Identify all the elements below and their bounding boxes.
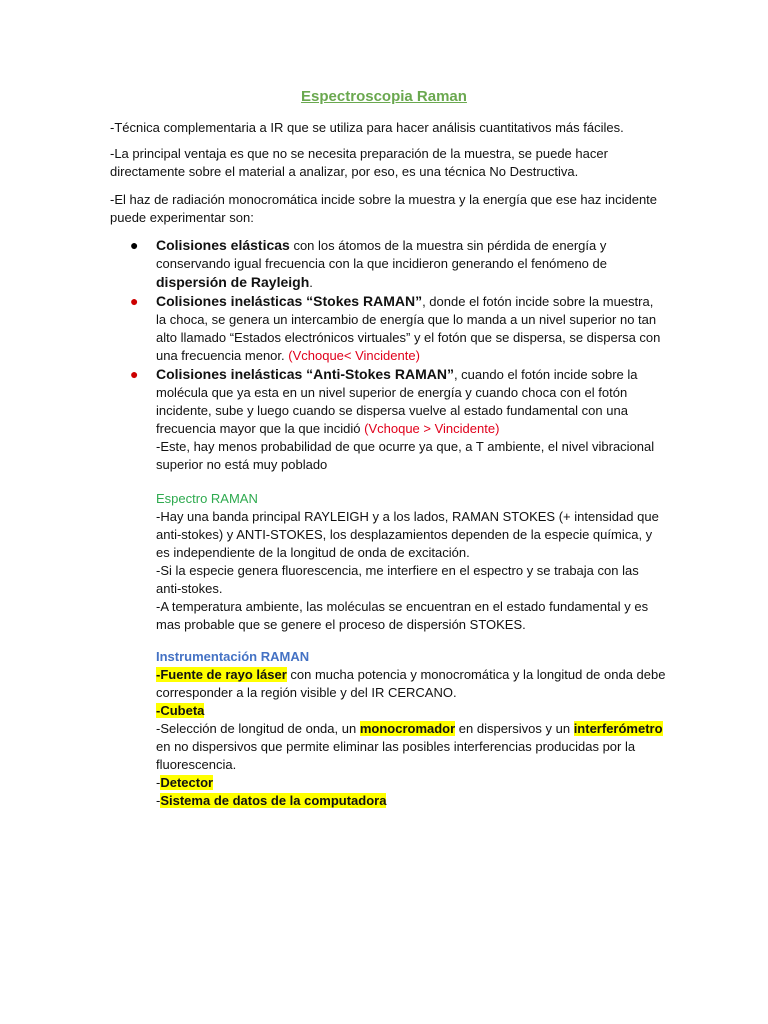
bullet-text: con los átomos de la muestra sin pérdida de energía y conservando igual frecuencia con la que incidieron generando el fenómeno de — [156, 238, 607, 271]
sistema-line — [156, 792, 666, 810]
intro-paragraph-1: -Técnica complementaria a IR que se utiliza para hacer análisis cuantitativos más fáciles. — [110, 120, 624, 135]
fuente-highlight: -Fuente de rayo láser — [156, 667, 287, 682]
bullet-red-note: (Vchoque > Vincidente) — [364, 421, 500, 436]
bullet-bold: Colisiones elásticas — [156, 237, 290, 253]
list-item — [110, 365, 662, 474]
fuente-line — [156, 666, 666, 702]
intro-paragraph-2: -La principal ventaja es que no se necesita preparación de la muestra, se puede hacer directamente sobre el material a analizar, por eso, es una técnica No Destructiva. — [110, 146, 608, 179]
espectro-line-3: -A temperatura ambiente, las moléculas se encuentran en el estado fundamental y es mas probable que se genere el proceso de dispersión STOKES. — [156, 599, 649, 632]
cubeta-line — [156, 702, 666, 720]
detector-dash: - — [156, 775, 161, 790]
bullet-icon: ● — [130, 366, 139, 382]
espectro-line-1: -Hay una banda principal RAYLEIGH y a los lados, RAMAN STOKES (+ intensidad que anti-stokes) y ANTI-STOKES, los desplazamientos dependen de la especie química, y es independiente de la longitud de onda de excitación. — [156, 509, 659, 560]
bullet-end: . — [309, 275, 313, 290]
seleccion-text-c: en no dispersivos que permite eliminar las posibles interferencias producidas por la fluorescencia. — [156, 739, 636, 772]
seleccion-line — [156, 720, 666, 774]
seleccion-text-b: en dispersivos y un — [455, 721, 574, 736]
collision-list — [110, 236, 662, 474]
espectro-heading: Espectro RAMAN — [156, 491, 258, 506]
detector-line — [156, 774, 666, 792]
bullet-text: , donde el fotón incide sobre la muestra, la choca, se genera un intercambio de energía que lo manda a un nivel superior no tan alto llamado “Estados electrónicos virtuales” y el fotón que se dispersa, se dispersa con una frecuencia menor. — [156, 294, 661, 363]
espectro-line-2: -Si la especie genera fluorescencia, me interfiere en el espectro y se trabaja con las anti-stokes. — [156, 563, 639, 596]
bullet-icon: ● — [130, 293, 139, 309]
bullet-red-note: (Vchoque< Vincidente) — [288, 348, 420, 363]
bullet-extra: -Este, hay menos probabilidad de que ocurre ya que, a T ambiente, el nivel vibracional superior no está muy poblado — [156, 439, 655, 472]
interferometro-highlight: interferómetro — [573, 721, 663, 736]
list-item — [110, 292, 662, 365]
fuente-text: con mucha potencia y monocromática y la longitud de onda debe corresponder a la región visible y del IR CERCANO. — [156, 667, 666, 700]
list-item — [110, 236, 662, 292]
sistema-highlight: Sistema de datos de la computadora — [160, 793, 387, 808]
instrumentacion-heading: Instrumentación RAMAN — [156, 649, 310, 664]
monocromador-highlight: monocromador — [359, 721, 456, 736]
cubeta-highlight: -Cubeta — [156, 703, 205, 718]
bullet-text: , cuando el fotón incide sobre la molécula que ya esta en un nivel superior de energía y cuando choca con el fotón incidente, sube y luego cuando se dispersa vuelve al estado fundamental con una frecuencia mayor que la que incidió — [156, 367, 638, 436]
sistema-dash: - — [156, 793, 161, 808]
page-title: Espectroscopia Raman — [301, 88, 467, 105]
bullet-bold: Colisiones inelásticas “Anti-Stokes RAMAN” — [156, 366, 454, 382]
seleccion-text-a: -Selección de longitud de onda, un — [156, 721, 360, 736]
intro-paragraph-3: -El haz de radiación monocromática incide sobre la muestra y la energía que ese haz incidente puede experimentar son: — [110, 192, 658, 225]
instrumentacion-section — [156, 648, 666, 810]
bullet-bold-2: dispersión de Rayleigh — [156, 274, 310, 290]
espectro-section — [156, 490, 666, 634]
bullet-bold: Colisiones inelásticas “Stokes RAMAN” — [156, 293, 423, 309]
detector-highlight: Detector — [160, 775, 214, 790]
bullet-icon: ● — [130, 237, 139, 253]
